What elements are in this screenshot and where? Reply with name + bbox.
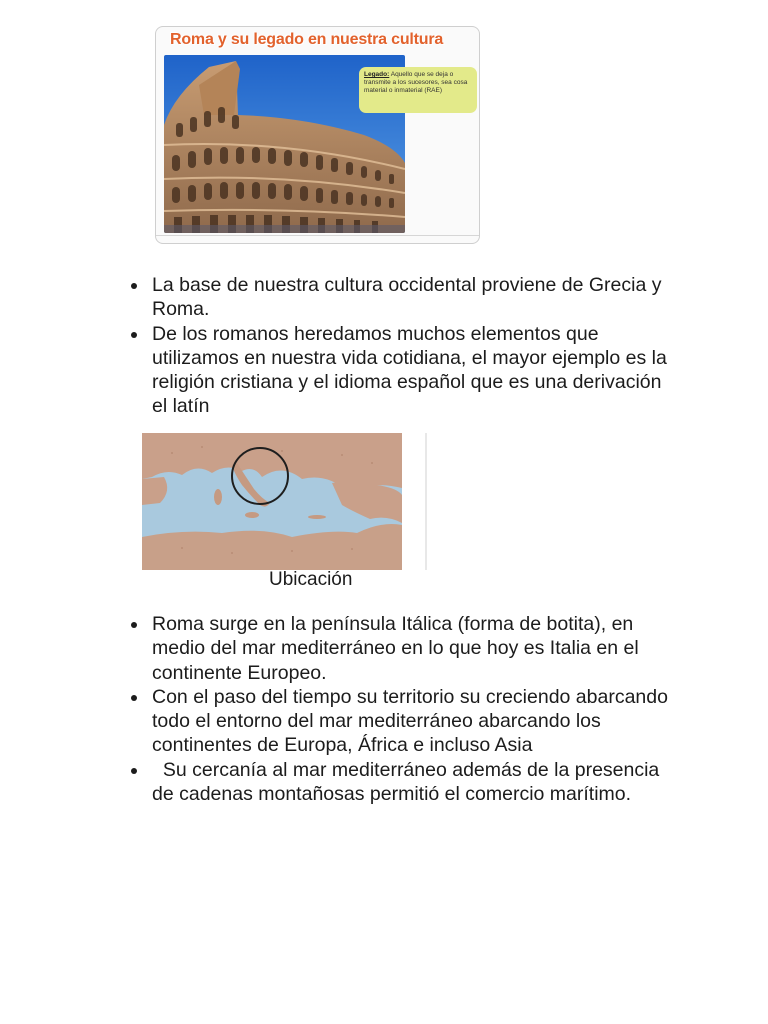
list-item: Roma surge en la península Itálica (forma de botita), en medio del mar mediterráneo en lo que hoy es Italia en el continente Europeo.: [128, 612, 668, 685]
map-caption: Ubicación: [269, 569, 353, 590]
card-title: Roma y su legado en nuestra cultura: [170, 31, 444, 48]
legado-definition: Aquello que se deja o transmite a los sucesores, sea cosa material o inmaterial (RAE): [364, 71, 468, 94]
legado-definition-box: [359, 67, 477, 113]
list-item: La base de nuestra cultura occidental proviene de Grecia y Roma.: [128, 273, 668, 322]
list-item: De los romanos heredamos muchos elementos que utilizamos en nuestra vida cotidiana, el mayor ejemplo es la religión cristiana y el idioma español que es una derivación el latín: [128, 322, 668, 419]
intro-bullet-list: [128, 273, 668, 419]
legado-card: [155, 26, 480, 244]
list-item: Su cercanía al mar mediterráneo además de la presencia de cadenas montañosas permitió el comercio marítimo.: [128, 758, 668, 807]
card-footer-divider: [156, 235, 479, 244]
location-bullet-list: [128, 612, 668, 806]
list-item: Con el paso del tiempo su territorio su creciendo abarcando todo el entorno del mar mediterráneo abarcando los continentes de Europa, África e incluso Asia: [128, 685, 668, 758]
legado-term: Legado:: [364, 71, 390, 78]
mediterranean-map: [142, 433, 428, 570]
